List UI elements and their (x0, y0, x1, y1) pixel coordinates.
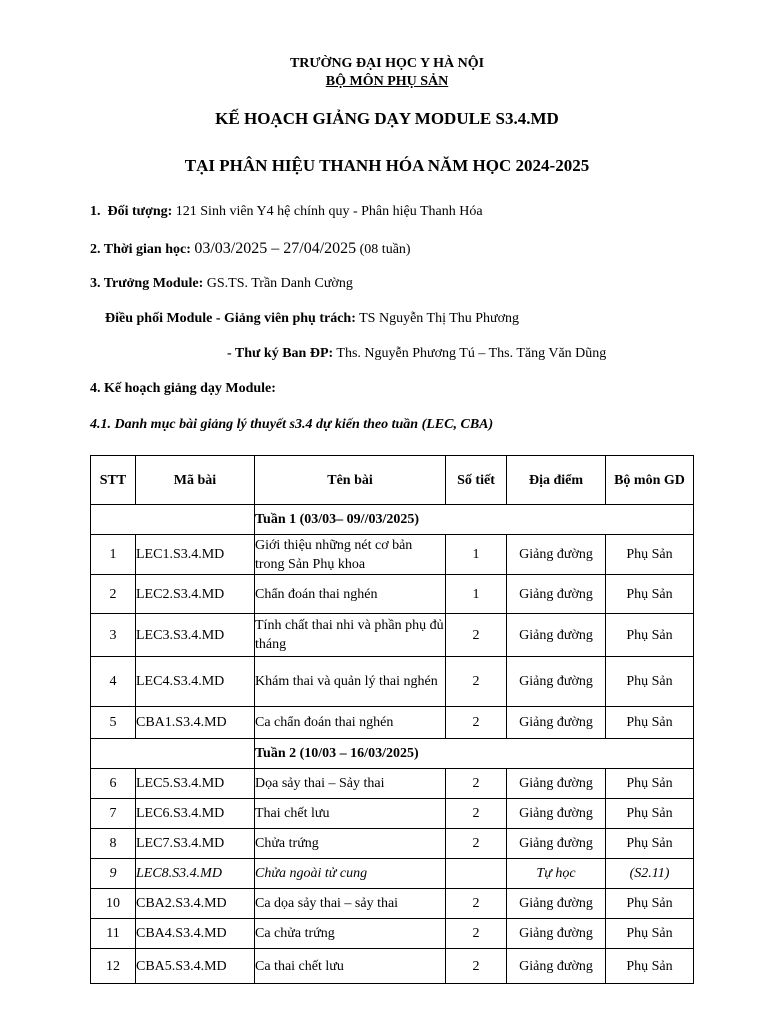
secretary-label: - Thư ký Ban ĐP: (227, 346, 334, 361)
cell-stt: 1 (91, 535, 136, 575)
cell-periods: 1 (446, 535, 507, 575)
university-name: TRƯỜNG ĐẠI HỌC Y HÀ NỘI (289, 56, 485, 71)
cell-location: Giảng đường (507, 657, 606, 707)
secretary-value: Ths. Nguyễn Phương Tú – Ths. Tăng Văn Dũng (336, 346, 607, 361)
cell-location: Giảng đường (507, 535, 606, 575)
cell-stt: 2 (91, 575, 136, 614)
cell-name: Thai chết lưu (255, 799, 446, 829)
table-row (91, 919, 694, 949)
cell-code: LEC1.S3.4.MD (136, 535, 255, 575)
cell-code: LEC6.S3.4.MD (136, 799, 255, 829)
cell-periods: 2 (446, 657, 507, 707)
document-title: KẾ HOẠCH GIẢNG DẠY MODULE S3.4.MD (215, 109, 559, 128)
cell-code: LEC3.S3.4.MD (136, 614, 255, 657)
cell-dept: Phụ Sản (606, 657, 694, 707)
cell-dept: Phụ Sản (606, 535, 694, 575)
week-row (91, 505, 694, 535)
cell-location: Giảng đường (507, 949, 606, 984)
target-label: 1. Đối tượng: (90, 204, 173, 219)
cell-dept: Phụ Sản (606, 949, 694, 984)
department-line (6, 73, 768, 91)
cell-dept: Phụ Sản (606, 889, 694, 919)
module-head-line (90, 275, 353, 293)
cell-dept: Phụ Sản (606, 799, 694, 829)
table-row (91, 535, 694, 575)
cell-periods: 2 (446, 614, 507, 657)
cell-dept: Phụ Sản (606, 575, 694, 614)
table-row (91, 829, 694, 859)
cell-location: Giảng đường (507, 829, 606, 859)
cell-code: LEC2.S3.4.MD (136, 575, 255, 614)
plan-heading: 4. Kế hoạch giảng dạy Module: (90, 381, 276, 396)
week-label: Tuần 1 (03/03– 09//03/2025) (255, 505, 694, 535)
cell-location: Giảng đường (507, 799, 606, 829)
week-empty-cell (91, 739, 255, 769)
table-row (91, 889, 694, 919)
cell-name: Chửa trứng (255, 829, 446, 859)
cell-dept: Phụ Sản (606, 769, 694, 799)
cell-code: LEC7.S3.4.MD (136, 829, 255, 859)
col-header-name: Tên bài (255, 456, 446, 505)
cell-location: Giảng đường (507, 614, 606, 657)
cell-name: Ca chẩn đoán thai nghén (255, 707, 446, 739)
cell-location: Tự học (507, 859, 606, 889)
coordinator-label: Điều phối Module - Giảng viên phụ trách: (105, 311, 356, 326)
time-duration: (08 tuần) (359, 242, 411, 257)
week-label: Tuần 2 (10/03 – 16/03/2025) (255, 739, 694, 769)
col-header-code: Mã bài (136, 456, 255, 505)
cell-code: LEC4.S3.4.MD (136, 657, 255, 707)
table-row (91, 575, 694, 614)
cell-stt: 3 (91, 614, 136, 657)
cell-periods: 1 (446, 575, 507, 614)
table-row (91, 657, 694, 707)
cell-periods: 2 (446, 829, 507, 859)
target-line (90, 203, 483, 221)
table-row (91, 949, 694, 984)
document-subtitle: TẠI PHÂN HIỆU THANH HÓA NĂM HỌC 2024-2025 (184, 156, 590, 175)
secretary-line (227, 345, 606, 363)
cell-stt: 4 (91, 657, 136, 707)
time-line (90, 240, 411, 259)
cell-code: CBA4.S3.4.MD (136, 919, 255, 949)
cell-name: Khám thai và quản lý thai nghén (255, 657, 446, 707)
cell-name: Ca dọa sảy thai – sảy thai (255, 889, 446, 919)
section-heading: 4.1. Danh mục bài giảng lý thuyết s3.4 dự kiến theo tuần (LEC, CBA) (90, 417, 494, 432)
week-empty-cell (91, 505, 255, 535)
module-head-label: 3. Trưởng Module: (90, 276, 204, 291)
coordinator-value: TS Nguyễn Thị Thu Phương (359, 311, 520, 326)
module-head-value: GS.TS. Trần Danh Cường (206, 276, 353, 291)
table-row (91, 799, 694, 829)
cell-code: LEC5.S3.4.MD (136, 769, 255, 799)
cell-stt: 5 (91, 707, 136, 739)
cell-location: Giảng đường (507, 889, 606, 919)
department-name: BỘ MÔN PHỤ SẢN (325, 74, 449, 89)
cell-periods: 2 (446, 949, 507, 984)
cell-location: Giảng đường (507, 769, 606, 799)
cell-periods: 2 (446, 769, 507, 799)
cell-name: Chẩn đoán thai nghén (255, 575, 446, 614)
cell-stt: 7 (91, 799, 136, 829)
cell-stt: 12 (91, 949, 136, 984)
cell-location: Giảng đường (507, 919, 606, 949)
cell-code: LEC8.S3.4.MD (136, 859, 255, 889)
cell-name: Chửa ngoài tử cung (255, 859, 446, 889)
cell-name: Tính chất thai nhi và phần phụ đủ tháng (255, 614, 446, 657)
cell-periods (446, 859, 507, 889)
cell-periods: 2 (446, 707, 507, 739)
cell-dept: Phụ Sản (606, 707, 694, 739)
cell-dept: Phụ Sản (606, 919, 694, 949)
cell-dept: Phụ Sản (606, 614, 694, 657)
cell-location: Giảng đường (507, 707, 606, 739)
col-header-periods: Số tiết (446, 456, 507, 505)
cell-stt: 11 (91, 919, 136, 949)
col-header-dept: Bộ môn GD (606, 456, 694, 505)
cell-code: CBA2.S3.4.MD (136, 889, 255, 919)
col-header-stt: STT (91, 456, 136, 505)
table-row (91, 614, 694, 657)
cell-stt: 9 (91, 859, 136, 889)
lecture-schedule-table (90, 455, 694, 984)
cell-periods: 2 (446, 799, 507, 829)
cell-dept: (S2.11) (606, 859, 694, 889)
cell-dept: Phụ Sản (606, 829, 694, 859)
col-header-location: Địa điểm (507, 456, 606, 505)
cell-name: Ca chửa trứng (255, 919, 446, 949)
coordinator-line (105, 310, 519, 328)
cell-periods: 2 (446, 919, 507, 949)
cell-stt: 10 (91, 889, 136, 919)
table-row (91, 707, 694, 739)
target-value: 121 Sinh viên Y4 hệ chính quy - Phân hiệu Thanh Hóa (175, 204, 483, 219)
time-dates: 03/03/2025 – 27/04/2025 (194, 240, 357, 257)
cell-code: CBA1.S3.4.MD (136, 707, 255, 739)
cell-stt: 6 (91, 769, 136, 799)
table-row (91, 859, 694, 889)
table-row (91, 769, 694, 799)
cell-name: Giới thiệu những nét cơ bản trong Sản Phụ khoa (255, 535, 446, 575)
cell-name: Dọa sảy thai – Sảy thai (255, 769, 446, 799)
cell-location: Giảng đường (507, 575, 606, 614)
week-row (91, 739, 694, 769)
time-label: 2. Thời gian học: (90, 242, 191, 257)
cell-periods: 2 (446, 889, 507, 919)
cell-stt: 8 (91, 829, 136, 859)
cell-name: Ca thai chết lưu (255, 949, 446, 984)
table-header-row (91, 456, 694, 505)
cell-code: CBA5.S3.4.MD (136, 949, 255, 984)
